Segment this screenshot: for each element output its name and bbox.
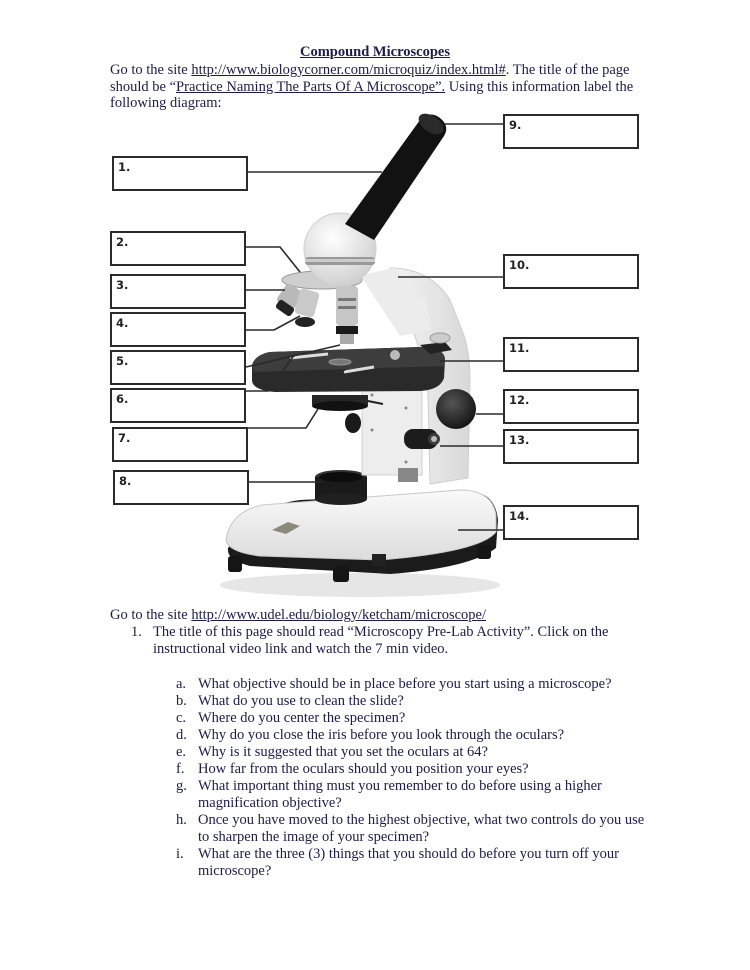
question-letter: i.	[176, 846, 184, 862]
label-number: 14.	[509, 509, 530, 523]
question-letter: e.	[176, 744, 187, 760]
question-text: How far from the oculars should you position your eyes?	[198, 761, 529, 777]
label-number: 6.	[116, 392, 129, 406]
question-text: Why do you close the iris before you look through the oculars?	[198, 727, 565, 743]
intro-prefix: Go to the site	[110, 62, 192, 78]
label-number: 10.	[509, 258, 530, 272]
question-letter: f.	[176, 761, 185, 777]
question-letter: g.	[176, 778, 187, 794]
question-g	[176, 778, 646, 812]
label-box-7[interactable]	[112, 427, 248, 462]
label-number: 4.	[116, 316, 129, 330]
label-number: 3.	[116, 278, 129, 292]
question-h	[176, 812, 646, 846]
question-list	[176, 676, 646, 880]
label-box-6[interactable]	[110, 388, 246, 423]
udel-link[interactable]: http://www.udel.edu/biology/ketcham/microscope/	[191, 607, 486, 623]
question-b	[176, 693, 646, 710]
question-letter: a.	[176, 676, 187, 692]
label-number: 12.	[509, 393, 530, 407]
section-2-intro	[110, 607, 650, 624]
question-text: What do you use to clean the slide?	[198, 693, 404, 709]
label-number: 9.	[509, 118, 522, 132]
intro-suffix: Using this information label the following diagram:	[110, 78, 634, 111]
intro-mid: . The title of the page should be “	[110, 62, 630, 95]
label-number: 8.	[119, 474, 132, 488]
step-number: 1.	[131, 624, 142, 640]
question-a	[176, 676, 646, 693]
label-box-8[interactable]	[113, 470, 249, 505]
expected-page-title: Practice Naming The Parts Of A Microscope”.	[176, 78, 446, 95]
question-letter: d.	[176, 727, 187, 743]
label-box-2[interactable]	[110, 231, 246, 266]
label-number: 5.	[116, 354, 129, 368]
question-letter: h.	[176, 812, 187, 828]
question-text: What are the three (3) things that you should do before you turn off your microscope?	[198, 846, 619, 879]
question-d	[176, 727, 646, 744]
section-2	[110, 607, 650, 658]
biologycorner-link[interactable]: http://www.biologycorner.com/microquiz/index.html#	[191, 62, 506, 78]
question-letter: c.	[176, 710, 187, 726]
label-box-4[interactable]	[110, 312, 246, 347]
label-box-1[interactable]	[112, 156, 248, 191]
label-box-9[interactable]	[503, 114, 639, 149]
label-number: 7.	[118, 431, 131, 445]
label-box-12[interactable]	[503, 389, 639, 424]
label-box-11[interactable]	[503, 337, 639, 372]
question-text: What important thing must you remember to do before using a higher magnification objective?	[198, 778, 602, 811]
label-box-3[interactable]	[110, 274, 246, 309]
document-title: Compound Microscopes	[300, 44, 450, 60]
label-number: 13.	[509, 433, 530, 447]
question-text: Why is it suggested that you set the oculars at 64?	[198, 744, 488, 760]
question-f	[176, 761, 646, 778]
question-c	[176, 710, 646, 727]
label-box-14[interactable]	[503, 505, 639, 540]
question-e	[176, 744, 646, 761]
label-number: 1.	[118, 160, 131, 174]
step-1	[131, 624, 650, 658]
label-box-10[interactable]	[503, 254, 639, 289]
label-box-13[interactable]	[503, 429, 639, 464]
section-2-prefix: Go to the site	[110, 607, 192, 623]
label-number: 2.	[116, 235, 129, 249]
question-letter: b.	[176, 693, 187, 709]
label-box-5[interactable]	[110, 350, 246, 385]
question-text: What objective should be in place before you start using a microscope?	[198, 676, 612, 692]
question-text: Once you have moved to the highest objective, what two controls do you use to sharpen the image of your specimen?	[198, 812, 645, 845]
label-number: 11.	[509, 341, 530, 355]
question-text: Where do you center the specimen?	[198, 710, 406, 726]
step-text: The title of this page should read “Microscopy Pre-Lab Activity”. Click on the instructional video link and watch the 7 min video.	[153, 624, 609, 657]
question-i	[176, 846, 646, 880]
